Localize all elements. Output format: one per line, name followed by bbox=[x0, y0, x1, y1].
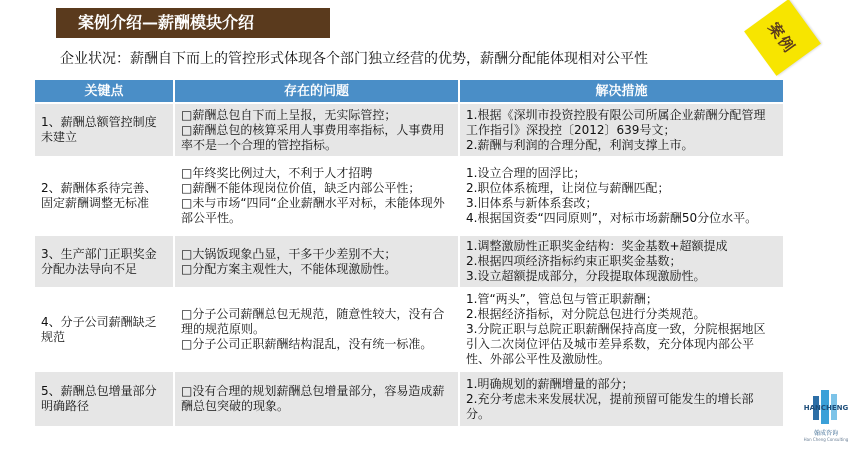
problem-item bbox=[181, 181, 452, 196]
problem-item bbox=[181, 123, 452, 153]
checkbox-bullet-icon: □ bbox=[181, 384, 193, 398]
key-point-cell: 5、薪酬总包增量部分明确路径 bbox=[34, 371, 174, 427]
logo-mark-icon bbox=[801, 390, 851, 424]
solution-item: 3.设立超额提成部分，分段提取体现激励性。 bbox=[466, 269, 706, 283]
table-row bbox=[34, 157, 784, 235]
solutions-cell bbox=[459, 103, 784, 157]
header-solutions: 解决措施 bbox=[459, 79, 784, 103]
problem-item bbox=[181, 262, 452, 277]
solution-item: 2.职位体系梳理，让岗位与薪酬匹配； bbox=[466, 181, 670, 195]
solutions-cell bbox=[459, 288, 784, 371]
solution-item: 1.根据《深圳市投资控股有限公司所属企业薪酬分配管理工作指引》深投控〔2012〕639号文； bbox=[466, 107, 766, 137]
header-key-points: 关键点 bbox=[34, 79, 174, 103]
problem-text: 分子公司正职薪酬结构混乱，没有统一标准。 bbox=[192, 337, 433, 351]
problem-item bbox=[181, 307, 452, 337]
problem-item bbox=[181, 196, 452, 226]
logo-cn-text: 翰成咨询 bbox=[813, 430, 838, 437]
key-point-cell: 4、分子公司薪酬缺乏规范 bbox=[34, 288, 174, 371]
problem-text: 薪酬不能体现岗位价值，缺乏内部公平性； bbox=[192, 181, 421, 195]
problem-text: 没有合理的规划薪酬总包增量部分，容易造成薪酬总包突破的现象。 bbox=[181, 384, 445, 413]
problem-text: 薪酬总包自下而上呈报，无实际管控； bbox=[192, 107, 397, 122]
problem-text: 分配方案主观性大，不能体现激励性。 bbox=[192, 261, 397, 276]
problem-item bbox=[181, 337, 452, 352]
problems-cell bbox=[174, 103, 459, 157]
checkbox-bullet-icon: □ bbox=[181, 337, 193, 351]
checkbox-bullet-icon: □ bbox=[181, 246, 193, 261]
hancheng-logo bbox=[797, 390, 855, 450]
problem-text: 年终奖比例过大，不利于人才招聘 bbox=[192, 166, 373, 180]
checkbox-bullet-icon: □ bbox=[181, 307, 193, 321]
problem-text: 分子公司薪酬总包无规范，随意性较大，没有合理的规范原则。 bbox=[181, 307, 445, 336]
logo-en-text: Han Cheng Consulting bbox=[803, 437, 849, 442]
case-badge bbox=[744, 0, 821, 76]
key-point-cell: 2、薪酬体系待完善、固定薪酬调整无标准 bbox=[34, 157, 174, 235]
checkbox-bullet-icon: □ bbox=[181, 181, 193, 195]
problem-item bbox=[181, 108, 452, 123]
table-header-row bbox=[34, 79, 784, 103]
problem-text: 未与市场“四同“企业薪酬水平对标，未能体现外部公平性。 bbox=[181, 196, 445, 225]
table-row bbox=[34, 235, 784, 288]
solution-item: 2.根据四项经济指标约束正职奖金基数； bbox=[466, 254, 682, 268]
checkbox-bullet-icon: □ bbox=[181, 196, 193, 210]
key-point-cell: 3、生产部门正职奖金分配办法导向不足 bbox=[34, 235, 174, 288]
table-row bbox=[34, 288, 784, 371]
problems-cell bbox=[174, 157, 459, 235]
table-row bbox=[34, 103, 784, 157]
solution-item: 1.明确规划的薪酬增量的部分； bbox=[466, 376, 634, 391]
checkbox-bullet-icon: □ bbox=[181, 122, 193, 137]
solutions-cell bbox=[459, 371, 784, 427]
solution-item: 1.设立合理的固浮比； bbox=[466, 166, 586, 180]
problem-item bbox=[181, 247, 452, 262]
solution-item: 2.根据经济指标，对分院总包进行分类规范。 bbox=[466, 307, 706, 321]
problem-item bbox=[181, 166, 452, 181]
key-point-cell: 1、薪酬总额管控制度未建立 bbox=[34, 103, 174, 157]
solutions-cell bbox=[459, 235, 784, 288]
checkbox-bullet-icon: □ bbox=[181, 107, 193, 122]
solution-item: 2.充分考虑未来发展状况，提前预留可能发生的增长部分。 bbox=[466, 391, 754, 421]
problems-cell bbox=[174, 371, 459, 427]
checkbox-bullet-icon: □ bbox=[181, 261, 193, 276]
checkbox-bullet-icon: □ bbox=[181, 166, 193, 180]
solution-item: 1.管“两头”，管总包与管正职薪酬； bbox=[466, 292, 658, 306]
page-title: 案例介绍—薪酬模块介绍 bbox=[56, 8, 330, 38]
table-row bbox=[34, 371, 784, 427]
problem-text: 大锅饭现象凸显，干多干少差别不大； bbox=[192, 246, 397, 261]
solution-item: 1.调整激励性正职奖金结构：奖金基数+超额提成 bbox=[466, 239, 728, 253]
solution-item: 3.旧体系与新体系套改； bbox=[466, 196, 598, 210]
problem-text: 薪酬总包的核算采用人事费用率指标，人事费用率不是一个合理的管控指标。 bbox=[181, 122, 445, 152]
case-badge-label: 案例 bbox=[764, 18, 800, 57]
solution-item: 3.分院正职与总院正职薪酬保持高度一致，分院根据地区引入二次岗位评估及城市差异系数，充分体现内部公平性、外部公平性及激励性。 bbox=[466, 322, 766, 366]
problems-cell bbox=[174, 235, 459, 288]
problems-cell bbox=[174, 288, 459, 371]
salary-case-table bbox=[33, 78, 785, 428]
header-problems: 存在的问题 bbox=[174, 79, 459, 103]
solution-item: 2.薪酬与利润的合理分配，利润支撑上市。 bbox=[466, 137, 694, 152]
company-status-text: 企业状况：薪酬自下而上的管控形式体现各个部门独立经营的优势，薪酬分配能体现相对公平性 bbox=[60, 51, 648, 67]
solutions-cell bbox=[459, 157, 784, 235]
logo-mark-text: HANCHENG bbox=[803, 404, 849, 412]
solution-item: 4.根据国资委“四同原则”，对标市场薪酬50分位水平。 bbox=[466, 211, 758, 225]
problem-item bbox=[181, 384, 452, 414]
